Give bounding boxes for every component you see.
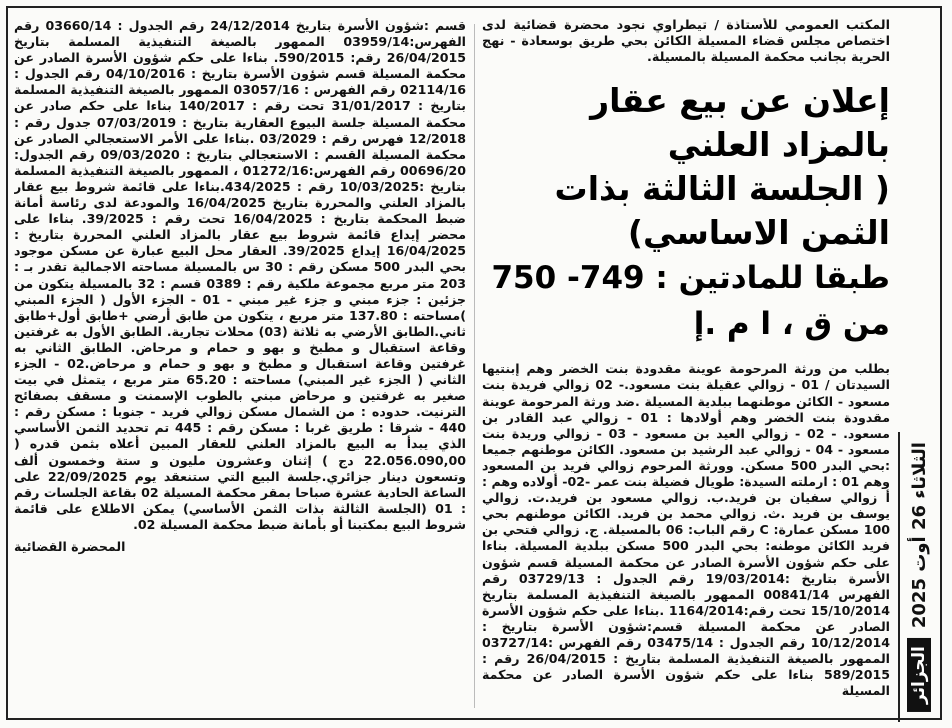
column-divider bbox=[474, 24, 475, 708]
strip-content bbox=[907, 442, 931, 712]
side-strip bbox=[898, 432, 938, 722]
newspaper-clipping bbox=[6, 6, 942, 720]
signature: المحضرة القضائية bbox=[14, 539, 126, 554]
headline-block bbox=[482, 79, 890, 347]
left-body-text: قسم :شؤون الأسرة بتاريخ 24/12/2014 رقم الجدول : 03660/14 رقم الفهرس:03959/14 الممهور بالصيغة التنفيذية المسلمة بتاريخ 26/04/2015 رقم: 590/2015. بناءا على حكم شؤون الأسرة الصادر عن محكمة المسيلة قسم شؤون الأسرة بتاريخ : 04/10/2016 رقم الجدول : 02114/16 رقم الفهرس : 03057/16 الممهور بالصيغة التنفيذية المسلمة بتاريخ : 31/01/2017 تحت رقم : 140/2017 بناءا على حكم صادر عن محكمة المسيلة جلسة البيوع العقارية بتاريخ : 07/03/2019 جدول رقم : 12/2018 فهرس رقم : 03/2029 .بناءا على الأمر الاستعجالي الصادر عن محكمة المسيلة القسم : الاستعجالي بتاريخ : 09/03/2020 رقم الجدول: 00696/20 رقم الفهرس:01272/16 ، الممهور بالصيغة التنفيذية المسلمة بتاريخ :10/03/2025 رقم : 434/2025.بناءا على قائمة شروط بيع عقار بالمزاد العلني والمحررة بتاريخ 16/04/2025 والمودعة لدى رئاسة أمانة ضبط المحكمة بتاريخ : 16/04/2025 تحت رقم : 39/2025. بناءا على محضر إيداع قائمة شروط بيع عقار بالمزاد العلني المحررة بتاريخ : 16/04/2025 إيداع 39/2025. العقار محل البيع عبارة عن مسكن موجود بحي البدر 500 مسكن رقم : 30 س بالمسيلة مساحته الاجمالية تقدر بـ : 203 متر مربع مجموعة ملكية رقم : 0389 قسم : 32 بالمسيلة يتكون من جزئين : جزء مبني و جزء غير مبني - 01 - الجزء الأول ( الجزء المبني )مساحته : 137.80 متر مربع ، يتكون من طابق أرضي +طابق أول+طابق ثاني.الطابق الأرضي به ثلاثة (03) محلات تجارية. الطابق الأول به غرفتين وقاعة استقبال و مطبخ و بهو و حمام و مرحاض. الطابق الثاني به غرفتين وقاعة استقبال و مطبخ و بهو و حمام و مرحاض.02 - الجزء الثاني ( الجزء غير المبني) مساحته : 65.20 متر مربع ، يتمثل في بيت صغير به غرفتين و مرحاض مبني بالطوب الإسمنت و مسقف بصفائح الترنيت. حدوده : من الشمال مسكن زوالي فريد - جنوبا : مسكن رقم : 440 - شرقا : طريق غربا : مسكن رقم : 445 تم تحديد الثمن الأساسي الذي يبدأ به البيع بالمزاد العلني للعقار المبين أعلاه بثمن قدره ( 22.056.090,00 دج ) إثنان وعشرون مليون و ستة وخمسون ألف وتسعون دينار جزائري.جلسة البيع التي ستنعقد يوم 22/09/2025 على الساعة الحادية عشرة صباحا بمقر محكمة المسيلة 02 بقاعة الجلسات رقم : 01 (الجلسة الثالثة بذات الثمن الأساسي) يمكن الاطلاع على قائمة شروط البيع بمكتبنا أو بأمانة ضبط محكمة المسيلة 02. bbox=[14, 18, 466, 532]
session-subtitle: ( الجلسة الثالثة بذات الثمن الاساسي) bbox=[554, 169, 890, 253]
announcement-title: إعلان عن بيع عقار بالمزاد العلني bbox=[590, 81, 890, 165]
legal-articles: طبقا للمادتين : 749- 750 من ق ، ا م .إ bbox=[491, 260, 890, 343]
right-column bbox=[482, 18, 890, 712]
left-column bbox=[14, 18, 466, 708]
right-body-text: بطلب من ورثة المرحومة عوينة مقدودة بنت الخضر وهم إبنتيها السيدتان / 01 - زوالي عقيلة بنت مسعود.- 02 زوالي فريدة بنت مسعود - الكائن موطنهما ببلدية المسيلة .ضد ورثة المرحومة عوينة مقدودة بنت الخضر وهم أولادها : 01 - زوالي عبد القادر بن مسعود. - 02 - زوالي العيد بن مسعود - 03 - زوالي وريدة بنت مسعود - 04 - زوالي عبد الرشيد بن مسعود. الكائن موطنهم جميعا :بحي البدر 500 مسكن. وورثة المرحوم زوالي فريد بن المسعود وهم 01 : ارملته السيدة: طويال فضيلة بنت عمر -02- أولاده وهم : أ زوالي سفيان بن فريد.ب. زوالي مسعود بن فريد.ت. زوالي يوسف بن فريد .ث. زوالي محمد بن فريد. الكائن موطنهم بحي 100 مسكن عمارة: C رقم الباب: 06 بالمسيلة. ج. زوالي فتحي بن فريد الكائن موطنه: بحي البدر 500 مسكن ببلدية المسيلة. بناءا على حكم شؤون الأسرة الصادر عن محكمة المسيلة قسم شؤون الأسرة بتاريخ :19/03/2014 رقم الجدول : 03729/13 رقم الفهرس 00841/14 الممهور بالصيغة التنفيذية المسلمة بتاريخ 15/10/2014 تحت رقم:1164/2014 .بناءا على حكم شؤون الأسرة الصادر عن محكمة المسيلة قسم:شؤون الأسرة بتاريخ : 10/12/2014 رقم الجدول : 03475/14 رقم الفهرس :03727/14 الممهور بالصيغة التنفيذية المسلمة بتاريخ : 26/04/2015 رقم : 589/2015 بناءا على حكم شؤون الأسرة الصادر عن محكمة المسيلة bbox=[482, 361, 890, 699]
newspaper-name: الجزائر bbox=[907, 638, 931, 712]
office-header: المكتب العمومي للأستاذة / تيطراوي نجود محضرة قضائية لدى اختصاص مجلس قضاء المسيلة الكائن بحي طريق بوسعادة - نهج الحرية بجانب محكمة المسيلة بالمسيلة. bbox=[482, 18, 890, 65]
strip-date: الثلاثاء 26 أوت 2025 bbox=[908, 442, 930, 629]
